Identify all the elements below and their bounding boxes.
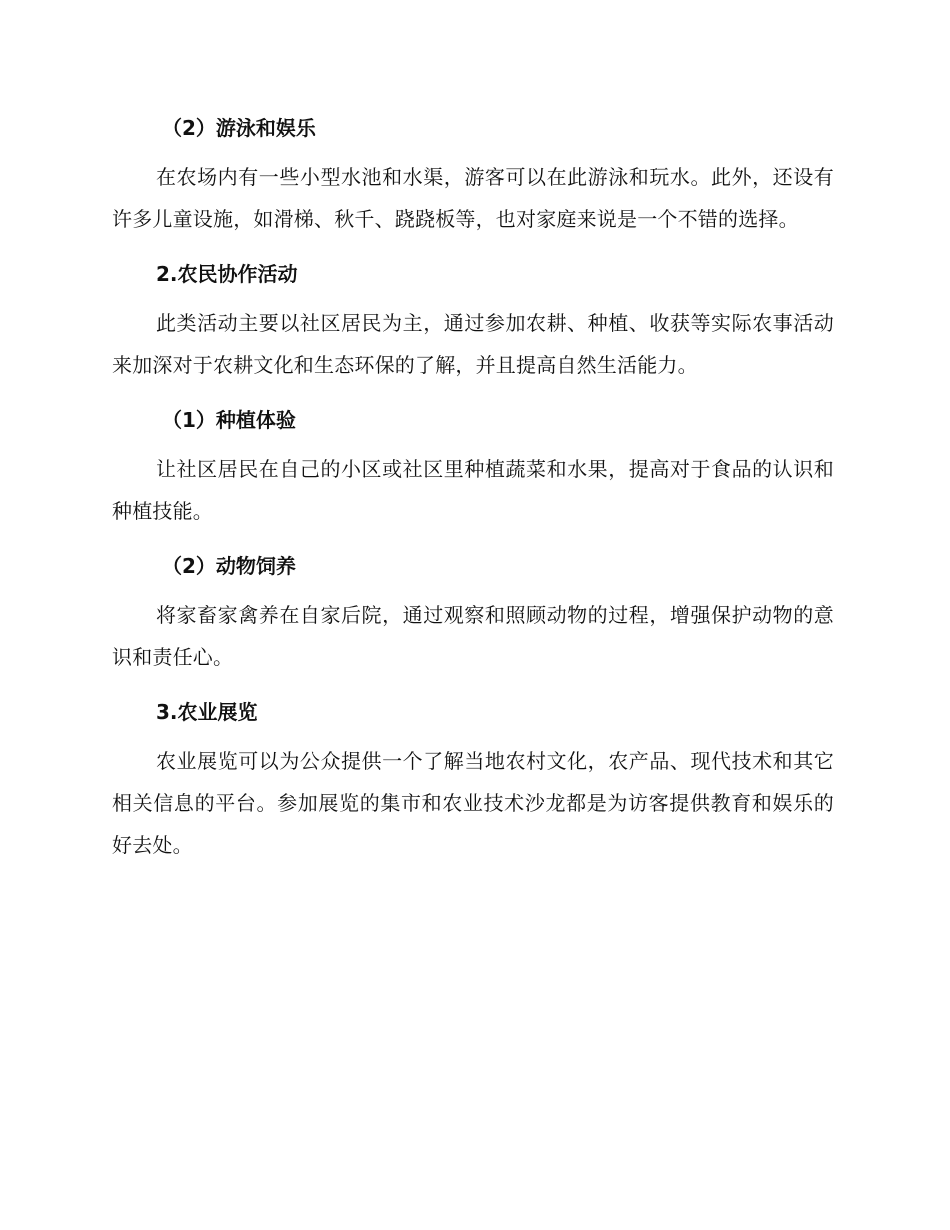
paragraph-animal-raising: 将家畜家禽养在自家后院，通过观察和照顾动物的过程，增强保护动物的意识和责任心。 [112, 603, 834, 669]
paragraph-swimming: 在农场内有一些小型水池和水渠，游客可以在此游泳和玩水。此外，还设有许多儿童设施，如滑梯、秋千、跷跷板等，也对家庭来说是一个不错的选择。 [112, 165, 834, 231]
document-body [112, 106, 834, 878]
paragraph-farmer-activities: 此类活动主要以社区居民为主，通过参加农耕、种植、收获等实际农事活动来加深对于农耕文化和生态环保的了解，并且提高自然生活能力。 [112, 311, 834, 377]
paragraph-agri-exhibition: 农业展览可以为公众提供一个了解当地农村文化，农产品、现代技术和其它相关信息的平台。参加展览的集市和农业技术沙龙都是为访客提供教育和娱乐的好去处。 [112, 749, 834, 857]
section-heading-swimming: （2）游泳和娱乐 [162, 116, 316, 140]
section-heading-planting: （1）种植体验 [162, 408, 296, 432]
paragraph-planting: 让社区居民在自己的小区或社区里种植蔬菜和水果，提高对于食品的认识和种植技能。 [112, 457, 834, 523]
section-heading-agri-exhibition: 3.农业展览 [156, 700, 258, 724]
section-heading-farmer-activities: 2.农民协作活动 [156, 262, 298, 286]
section-heading-animal-raising: （2）动物饲养 [162, 554, 296, 578]
